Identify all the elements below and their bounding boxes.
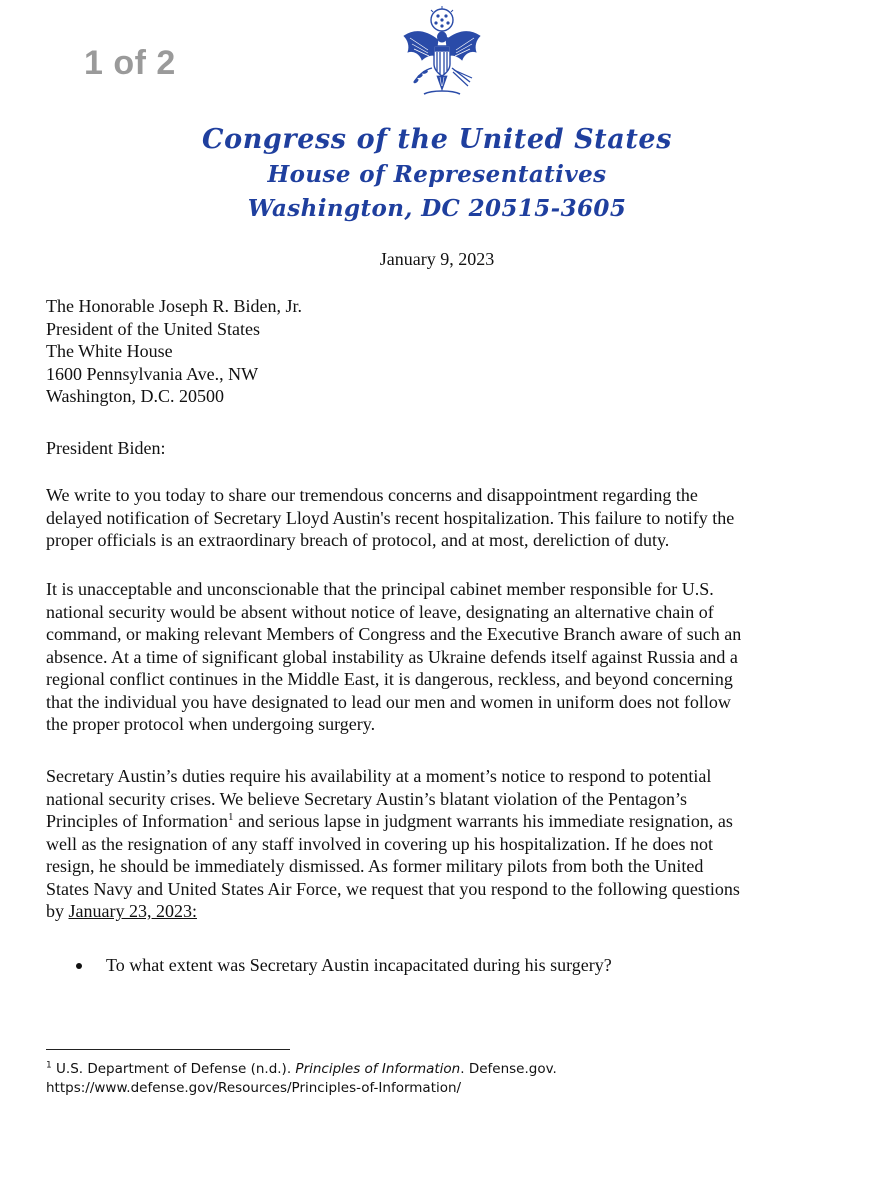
addressee-line: 1600 Pennsylvania Ave., NW bbox=[46, 363, 259, 384]
letter-date: January 9, 2023 bbox=[379, 249, 495, 269]
footnote-url[interactable]: https://www.defense.gov/Resources/Principles-of-Information/ bbox=[46, 1080, 462, 1096]
page-indicator: 1 of 2 bbox=[84, 44, 176, 82]
footnote-reference[interactable]: 1 bbox=[227, 811, 234, 823]
letterhead-house: House of Representatives bbox=[267, 161, 607, 188]
paragraph-line: It is unacceptable and unconscionable that the principal cabinet member responsible for U.S. bbox=[46, 579, 714, 599]
paragraph-line: command, or making relevant Members of Congress and the Executive Branch aware of such an bbox=[46, 624, 742, 644]
paragraph-line: proper officials is an extraordinary breach of protocol, and at most, dereliction of duty. bbox=[46, 530, 670, 550]
letterhead-address: Washington, DC 20515-3605 bbox=[247, 195, 627, 222]
footnote-site: . Defense.gov. bbox=[460, 1061, 557, 1077]
footnote-source bbox=[46, 1060, 846, 1079]
eagle-seal-icon bbox=[398, 6, 486, 102]
bullet-icon bbox=[76, 963, 82, 969]
paragraph-3 bbox=[46, 765, 846, 923]
paragraph-line bbox=[46, 810, 846, 833]
addressee-line: The White House bbox=[46, 341, 173, 361]
addressee-line: The Honorable Joseph R. Biden, Jr. bbox=[46, 296, 302, 316]
paragraph-text: by bbox=[46, 901, 69, 921]
paragraph-line: States Navy and United States Air Force, we request that you respond to the following questions bbox=[46, 878, 740, 899]
paragraph-line: the proper protocol when undergoing surgery. bbox=[46, 714, 376, 734]
paragraph-line: regional conflict continues in the Middle East, it is dangerous, reckless, and beyond concerning bbox=[46, 669, 733, 689]
paragraph-line: national security crises. We believe Secretary Austin’s blatant violation of the Pentagon’s bbox=[46, 788, 688, 809]
footnote-divider bbox=[46, 1049, 290, 1050]
paragraph-line: that the individual you have designated to lead our men and women in uniform does not follow bbox=[46, 691, 731, 712]
paragraph-line: well as the resignation of any staff involved in covering up his hospitalization. If he does not bbox=[46, 833, 714, 854]
footnote-title: Principles of Information bbox=[295, 1061, 461, 1077]
paragraph-line: resign, he should be immediately dismissed. As former military pilots from both the United bbox=[46, 856, 704, 876]
salutation: President Biden: bbox=[46, 438, 166, 458]
paragraph-1 bbox=[46, 484, 846, 552]
paragraph-line: absence. At a time of significant global instability as Ukraine defends itself against Russia and a bbox=[46, 646, 738, 667]
paragraph-2 bbox=[46, 578, 846, 736]
list-item bbox=[72, 954, 832, 977]
principles-citation: Principles of Information bbox=[46, 811, 228, 831]
footnote-publisher: U.S. Department of Defense (n.d.). bbox=[51, 1061, 296, 1077]
footnote bbox=[46, 1060, 846, 1098]
response-deadline: January 23, 2023: bbox=[68, 901, 197, 921]
addressee-line: President of the United States bbox=[46, 318, 260, 339]
question-text: To what extent was Secretary Austin incapacitated during his surgery? bbox=[106, 955, 612, 975]
paragraph-line: delayed notification of Secretary Lloyd Austin's recent hospitalization. This failure to notify the bbox=[46, 507, 735, 528]
paragraph-line bbox=[46, 900, 846, 923]
questions-list bbox=[72, 954, 832, 977]
paragraph-line: We write to you today to share our tremendous concerns and disappointment regarding the bbox=[46, 485, 698, 505]
addressee-line: Washington, D.C. 20500 bbox=[46, 386, 225, 406]
paragraph-line: Secretary Austin’s duties require his availability at a moment’s notice to respond to potential bbox=[46, 766, 712, 786]
addressee-block bbox=[46, 295, 846, 408]
letterhead-congress: Congress of the United States bbox=[202, 124, 672, 155]
paragraph-text: and serious lapse in judgment warrants his immediate resignation, as bbox=[233, 811, 733, 831]
footnote-marker: 1 bbox=[46, 1060, 52, 1071]
paragraph-line: national security would be absent without notice of leave, designating an alternative chain of bbox=[46, 601, 714, 622]
